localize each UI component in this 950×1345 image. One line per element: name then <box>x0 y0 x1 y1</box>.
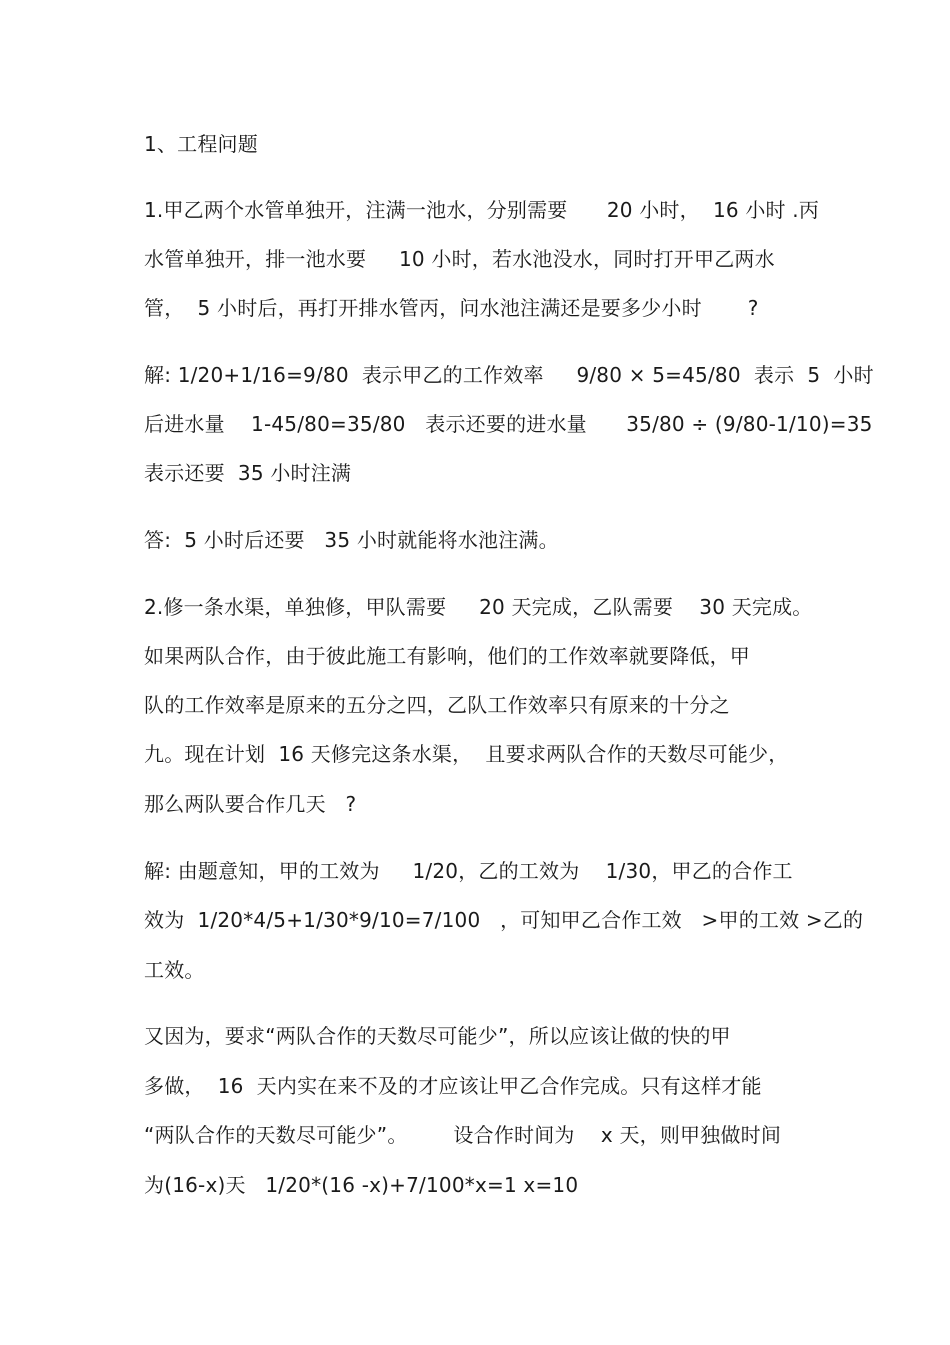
problem2-line-3: 队的工作效率是原来的五分之四，乙队工作效率只有原来的十分之 <box>144 693 730 717</box>
problem1-line-3: 管， 5 小时后，再打开排水管丙，问水池注满还是要多少小时 ? <box>144 296 759 320</box>
solution1-line-3: 表示还要 35 小时注满 <box>144 461 352 485</box>
problem1-line-2: 水管单独开，排一池水要 10 小时，若水池没水，同时打开甲乙两水 <box>144 247 775 271</box>
solution2-line-3: 工效。 <box>144 958 205 982</box>
solution1-line-2: 后进水量 1-45/80=35/80 表示还要的进水量 35/80 ÷ (9/80-1/10)=35 <box>144 412 873 436</box>
solution1-line-1: 解: 1/20+1/16=9/80 表示甲乙的工作效率 9/80 × 5=45/80 表示 5 小时 <box>144 363 874 387</box>
problem1-line-1: 1.甲乙两个水管单独开，注满一池水，分别需要 20 小时， 16 小时 .丙 <box>144 198 820 222</box>
reasoning2-line-4: 为(16-x)天 1/20*(16 -x)+7/100*x=1 x=10 <box>144 1173 579 1197</box>
reasoning2-line-3: “两队合作的天数尽可能少”。 设合作时间为 x 天，则甲独做时间 <box>144 1123 782 1147</box>
problem2-line-4: 九。现在计划 16 天修完这条水渠， 且要求两队合作的天数尽可能少， <box>144 742 789 766</box>
problem2-line-2: 如果两队合作，由于彼此施工有影响，他们的工作效率就要降低，甲 <box>144 644 750 668</box>
answer1: 答: 5 小时后还要 35 小时就能将水池注满。 <box>144 528 559 552</box>
solution2-line-2: 效为 1/20*4/5+1/30*9/10=7/100 ，可知甲乙合作工效 >甲的工效 >乙的 <box>144 908 864 932</box>
section-title: 1、工程问题 <box>144 132 258 156</box>
solution2-line-1: 解: 由题意知，甲的工效为 1/20，乙的工效为 1/30，甲乙的合作工 <box>144 859 793 883</box>
problem2-line-1: 2.修一条水渠，单独修，甲队需要 20 天完成，乙队需要 30 天完成。 <box>144 595 813 619</box>
reasoning2-line-1: 又因为，要求“两队合作的天数尽可能少”，所以应该让做的快的甲 <box>144 1024 731 1048</box>
reasoning2-line-2: 多做， 16 天内实在来不及的才应该让甲乙合作完成。只有这样才能 <box>144 1074 762 1098</box>
problem2-line-5: 那么两队要合作几天 ? <box>144 792 357 816</box>
